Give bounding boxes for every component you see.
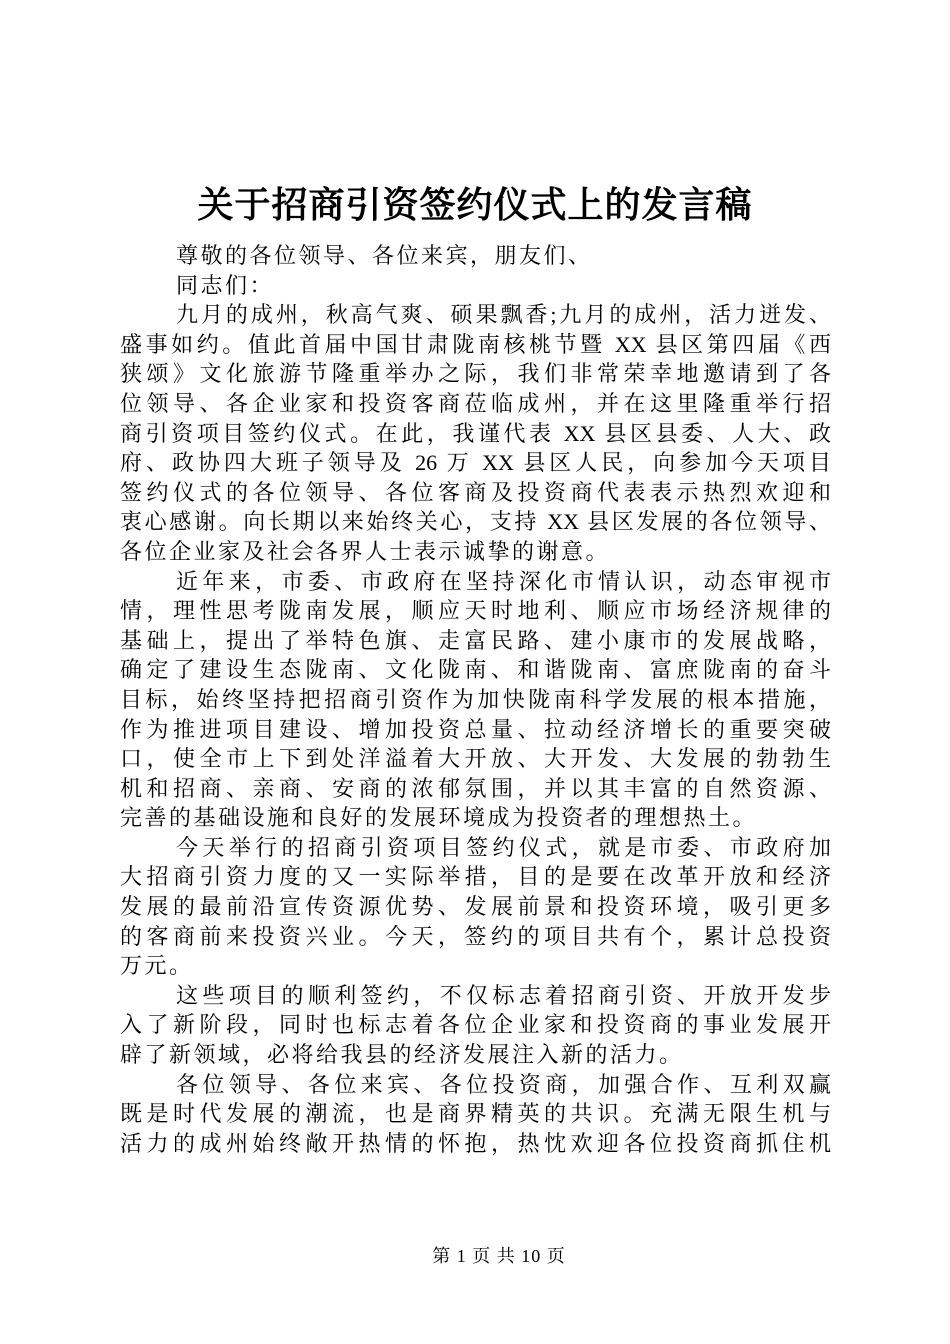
text-line: 今天举行的招商引资项目签约仪式，就是市委、市政府加 — [176, 834, 831, 860]
text-line: 万元。 — [120, 953, 194, 979]
text-line: 近年来，市委、市政府在坚持深化市情认识，动态审视市 — [176, 568, 831, 594]
text-line: 商引资项目签约仪式。在此，我谨代表 XX 县区县委、人大、政 — [120, 420, 831, 446]
text-line: 狭颂》文化旅游节隆重举办之际，我们非常荣幸地邀请到了各 — [120, 361, 831, 387]
text-line: 机和招商、亲商、安商的浓郁氛围，并以其丰富的自然资源、 — [120, 775, 831, 801]
text-line: 口，使全市上下到处洋溢着大开放、大开发、大发展的勃勃生 — [120, 746, 831, 772]
text-line: 各位企业家及社会各界人士表示诚挚的谢意。 — [120, 538, 611, 564]
text-line: 活力的成州始终敞开热情的怀抱，热忱欢迎各位投资商抓住机 — [120, 1130, 831, 1156]
text-line: 作为推进项目建设、增加投资总量、拉动经济增长的重要突破 — [120, 716, 831, 742]
document-body — [120, 241, 831, 1158]
text-line: 位领导、各企业家和投资客商莅临成州，并在这里隆重举行招 — [120, 390, 831, 416]
text-line: 目标，始终坚持把招商引资作为加快陇南科学发展的根本措施， — [120, 686, 831, 712]
page-number-footer: 第 1 页 共 10 页 — [432, 1246, 566, 1266]
text-line: 完善的基础设施和良好的发展环境成为投资者的理想热土。 — [120, 805, 758, 831]
text-line: 入了新阶段，同时也标志着各位企业家和投资商的事业发展开 — [120, 1012, 831, 1038]
text-line: 情，理性思考陇南发展，顺应天时地利、顺应市场经济规律的 — [120, 598, 831, 624]
text-line: 大招商引资力度的又一实际举措，目的是要在改革开放和经济 — [120, 864, 831, 890]
text-line: 签约仪式的各位领导、各位客商及投资商代表表示热烈欢迎和 — [120, 479, 831, 505]
text-line: 尊敬的各位领导、各位来宾，朋友们、 — [176, 243, 593, 268]
text-line: 府、政协四大班子领导及 26 万 XX 县区人民，向参加今天项目 — [120, 450, 831, 476]
text-line: 发展的最前沿宣传资源优势、发展前景和投资环境，吸引更多 — [120, 894, 831, 920]
text-line: 既是时代发展的潮流，也是商界精英的共识。充满无限生机与 — [120, 1101, 831, 1127]
document-title: 关于招商引资签约仪式上的发言稿 — [197, 185, 753, 225]
text-line: 的客商前来投资兴业。今天，签约的项目共有个，累计总投资 — [120, 923, 831, 949]
text-line: 基础上，提出了举特色旗、走富民路、建小康市的发展战略， — [120, 627, 831, 653]
text-line: 盛事如约。值此首届中国甘肃陇南核桃节暨 XX 县区第四届《西 — [120, 331, 831, 357]
text-line: 这些项目的顺利签约，不仅标志着招商引资、开放开发步 — [176, 982, 831, 1008]
text-line: 辟了新领域，必将给我县的经济发展注入新的活力。 — [120, 1042, 684, 1068]
text-line: 确定了建设生态陇南、文化陇南、和谐陇南、富庶陇南的奋斗 — [120, 657, 831, 683]
text-line: 各位领导、各位来宾、各位投资商，加强合作、互利双赢 — [176, 1071, 831, 1097]
text-line: 九月的成州，秋高气爽、硕果飘香;九月的成州，活力迸发、 — [176, 302, 831, 328]
text-line: 同志们： — [176, 272, 275, 298]
text-line: 衷心感谢。向长期以来始终关心，支持 XX 县区发展的各位领导、 — [120, 509, 831, 535]
